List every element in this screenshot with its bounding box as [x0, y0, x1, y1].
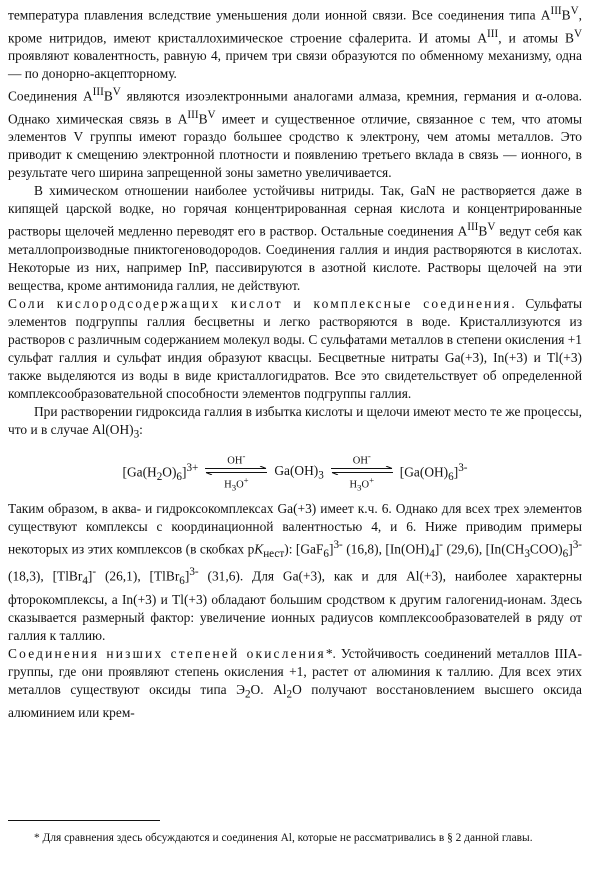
equilibrium-equation	[8, 448, 582, 496]
equation-left-term: $[Ga(H_2O)_6]^{3+}$	[122, 461, 199, 483]
arrow-2-top-label: OH-	[352, 450, 371, 467]
equilibrium-arrow-1	[204, 451, 268, 494]
equation-middle-term: $Ga(OH)_3$	[274, 462, 324, 482]
footnote-divider	[8, 820, 160, 821]
paragraph-lower-oxidation: Соединения низших степеней окисления*. Устойчивость соединений металлов IIIA-группы, где они проявляют степень окисления +1, растет от алюминия к таллию. Для всех этих металлов существуют оксиды типа $Э_2О$. $Al_2O$ получают восстановлением высшего оксида алюминием или крем-	[8, 645, 583, 720]
double-arrow-icon	[204, 466, 268, 475]
footnote: * Для сравнения здесь обсуждаются и соединения Al, которые не рассматривались в § 2 данной главы.	[34, 832, 533, 844]
equation-right-term: $[Ga(OH)_6]^{3-}$	[399, 461, 468, 483]
paragraph-1: температура плавления вследствие уменьшения доли ионной связи. Все соединения типа $A^{III}B^V$, кроме нитридов, имеют кристаллохимическое строение сфалерита. И атомы $A^{III}$, и атомы $B^V$ проявляют ковалентность, равную 4, причем три связи образуются по обменному механизму, одна — по донорно-акцепторному.	[8, 5, 582, 82]
equilibrium-arrow-2	[330, 451, 394, 494]
paragraph-3: В химическом отношении наиболее устойчивы нитриды. Так, GaN не растворяется даже в кипящей царской водке, но горячая концентрированная серная кислота и концентрированные растворы щелочей медленно переводят его в раствор. Остальные соединения $A^{III}B^V$ ведут себя как металлопроизводные пниктогеноводородов. Соединения галлия и индия растворяются в кислотах. Некоторые из них, например InP, пассивируются в азотной кислоте. Растворы щелочей на эти вещества, кроме антимонида галлия, не действуют.	[8, 183, 582, 293]
arrow-1-top-label: OH-	[227, 450, 246, 467]
paragraph-salts: Соли кислородсодержащих кислот и комплексные соединения. Сульфаты элементов подгруппы галлия бесцветны и легко растворяются в воде. Кристаллизуются из растворов с различным содержанием молекул воды. С сульфатами металлов в степени окисления +1 сульфат галлия и сульфат индия образуют квасцы. Бесцветные нитраты Ga(+3), In(+3) и Tl(+3) также выделяются из воды в виде кристаллогидратов. Все это свидетельствует об определенной комплексообразовательной способности элементов подгруппы галлия.	[8, 296, 583, 402]
paragraph-dissolution: При растворении гидроксида галлия в избытка кислоты и щелочи имеют место те же процессы, что и в случае $Al(OH)_3$:	[8, 404, 582, 442]
paragraph-2: Соединения $A^{III}B^V$ являются изоэлектронными аналогами алмаза, кремния, германия и α-олова. Однако химическая связь в $A^{III}B^V$ имеет и существенное отличие, связанное с тем, что атомы элементов V группы имеют гораздо большее сродство к электрону, чем атомы металлов. Это приводит к смещению электронной плотности и появлению третьего вклада в связь — ионного, в результате чего ширина запрещенной зоны заметно увеличивается.	[8, 86, 583, 181]
paragraph-complexes: Таким образом, в аква- и гидроксокомплексах Ga(+3) имеет к.ч. 6. Однако для всех трех элементов существуют комплексы с координационной валентностью 4, и 6. Ниже приводим примеры некоторых из этих комплексов (в скобках $pK_{нест}$): $[GaF_6]^{3-}$ (16,8), $[In(OH)_4]^-$ (29,6), $[In(CH_3COO)_6]^{3-}$ (18,3), [TlBr$_4$]- (26,1), [TlBr$_6$]$^{3-}$ (31,6). Для Ga(+3), как и для Al(+3), наиболее характерны фторокомплексы, а In(+3) и Tl(+3) обладают большим сродством к другим галогенид-ионам. Здесь сказывается размерный фактор: увеличение ионных радиусов комплексообразователей в ряду от галлия к таллию.	[8, 501, 582, 643]
arrow-1-bottom-label: $H_3O^+$	[224, 475, 249, 493]
arrow-2-bottom-label: $H_3O^+$	[349, 475, 375, 493]
double-arrow-icon	[330, 466, 394, 475]
